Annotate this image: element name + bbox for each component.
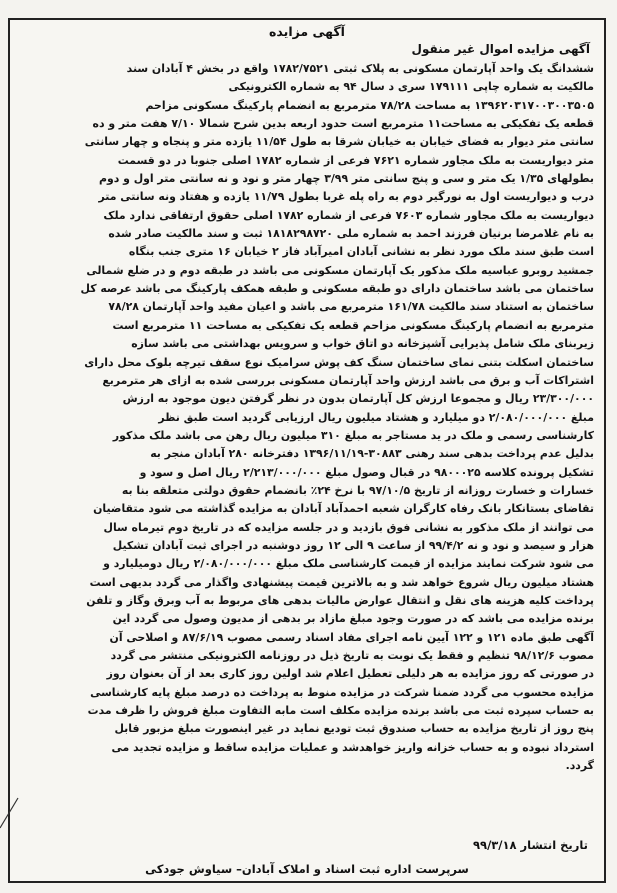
notice-line: برنده مزایده می باشد که در صورت وجود مبلغ مازاد بر بدهی از مدیون وصول می گردد این bbox=[112, 612, 594, 626]
notice-line: ساختمان می باشد ساختمان دارای دو طبقه مسکونی و طبقه همکف پارکینگ می باشد عرصه کل bbox=[80, 282, 594, 296]
notice-line: سانتی متر دیوار به فضای خیابان به خیابان شرقا به طول ۱۱/۵۴ یازده متر و پنجاه و چهار سانتی bbox=[84, 135, 594, 149]
notice-line: گردد. bbox=[565, 759, 594, 773]
notice-line: بدلیل عدم پرداخت بدهی سند رهنی ۳۰۸۸۳-۱۳۹۶/۱۱/۱۹ دفترخانه ۲۸۰ آبادان منجر به bbox=[150, 447, 594, 461]
notice-line: ششدانگ یک واحد آپارتمان مسکونی به پلاک ثبتی ۱۷۸۲/۷۵۲۱ واقع در بخش ۴ آبادان سند bbox=[126, 62, 594, 75]
notice-line: تقاضای بستانکار بانک رفاه کارگران شعبه احمدآباد آبادان به مزایده گذاشته می شود متقاضیان bbox=[93, 502, 594, 516]
notice-line: در صورتی که روز مزایده به هر دلیلی تعطیل اعلام شد اولین روز کاری بعد از آن بعنوان روز bbox=[106, 667, 594, 681]
notice-line: دیواریست به ملک مجاور شماره ۷۶۰۳ فرعی از شماره ۱۷۸۲ اصلی حقوق ارتفاقی ندارد ملک bbox=[103, 208, 594, 222]
notice-line: به حساب سپرده ثبت می باشد برنده مزایده مکلف است مابه التفاوت مبلغ فروش را ظرف مدت bbox=[87, 704, 594, 718]
notice-line: ساختمان به استناد سند مالکیت ۱۶۱/۷۸ مترمربع می باشد و اعیان مفید واحد آپارتمان ۷۸/۲۸ bbox=[108, 300, 594, 314]
notice-line: خسارات و خسارت روزانه از تاریخ ۹۷/۱۰/۵ با نرخ ۲۴٪ بانضمام حقوق دولتی متعلقه بنا به bbox=[121, 483, 594, 497]
notice-line: بطولهای ۱/۳۵ یک متر و سی و پنج سانتی متر ۳/۹۹ چهار متر و نود و نه سانتی متر اول و دوم bbox=[99, 172, 594, 186]
scan-edge-mark bbox=[0, 790, 24, 830]
notice-line: استرداد نبوده و به حساب خزانه واریز خواهدشد و عملیات مزایده ساقط و مزایده تجدید می bbox=[111, 740, 594, 754]
signature-line: سرپرست اداره ثبت اسناد و املاک آبادان– سیاوش جودکی bbox=[145, 862, 469, 876]
notice-line: هشتاد میلیون ریال شروع خواهد شد و به بالاترین قیمت پیشنهادی واگذار می گردد بدیهی است bbox=[89, 575, 594, 589]
notice-line: مترمربع به انضمام پارکینگ مسکونی مزاحم قطعه یک تفکیکی به مساحت ۱۱ مترمربع است bbox=[112, 318, 594, 332]
notice-line: است طبق سند ملک مورد نظر به نشانی آبادان امیرآباد فاز ۲ خیابان ۱۶ متری جنب بنگاه bbox=[128, 245, 594, 259]
notice-subtitle: آگهی مزایده اموال غیر منقول bbox=[411, 42, 590, 56]
notice-line: مزایده محسوب می گردد ضمنا شرکت در مزایده منوط به پرداخت ده درصد مبلغ پایه کارشناسی bbox=[90, 685, 594, 699]
notice-line: آگهی طبق ماده ۱۲۱ و ۱۲۲ آیین نامه اجرای مفاد اسناد رسمی مصوب ۸۷/۶/۱۹ و اصلاحی آن bbox=[109, 630, 594, 644]
notice-line: ساختمان اسکلت بتنی نمای ساختمان سنگ کف پوش سرامیک نوع سقف تیرچه بلوک محل دارای bbox=[84, 355, 594, 369]
notice-line: اشتراکات آب و برق می باشد ارزش واحد آپارتمان مسکونی بررسی شده به ازای هر مترمربع bbox=[102, 373, 594, 387]
notice-line: پنج روز از تاریخ مزایده به حساب صندوق ثبت تودیع نماید در غیر اینصورت مبلغ مزبور قابل bbox=[114, 722, 594, 736]
notice-line: قطعه یک تفکیکی به مساحت۱۱ مترمربع است حدود اربعه بدین شرح شمالا ۷/۱۰ هفت متر و ده bbox=[92, 117, 594, 131]
publication-date: تاریخ انتشار ۹۹/۳/۱۸ bbox=[473, 838, 588, 852]
notice-line: می شود شرکت نمایند مزایده از قیمت کارشناسی ملک مبلغ ۲/۰۸۰/۰۰۰/۰۰۰ ریال دومیلیارد و bbox=[103, 557, 594, 571]
notice-title: آگهی مزایده bbox=[269, 24, 345, 39]
notice-line: مالکیت به شماره چاپی ۱۷۹۱۱۱ سری د سال ۹۴ به شماره الکترونیکی bbox=[228, 80, 594, 94]
notice-body bbox=[18, 60, 594, 775]
notice-line: زیربنای ملک شامل پذیرایی آشپزخانه دو اتاق خواب و سرویس بهداشتی می باشد سازه bbox=[131, 337, 594, 351]
notice-line: پرداخت کلیه هزینه های نقل و انتقال عوارض مالیات بدهی های مربوط به آب وبرق وگاز و تلفن bbox=[86, 593, 594, 607]
notice-frame bbox=[8, 18, 606, 883]
notice-line: ۱۳۹۶۲۰۳۱۷۰۰۳۰۰۳۵۰۵ به مساحت ۷۸/۲۸ مترمربع به انضمام پارکینگ مسکونی مزاحم bbox=[145, 98, 594, 112]
notice-line: متر دیواریست به ملک مجاور شماره ۷۶۲۱ فرعی از شماره ۱۷۸۲ اصلی جنوبا در دو قسمت bbox=[117, 153, 594, 167]
notice-line: مصوب ۹۸/۱۲/۶ تنظیم و فقط یک نوبت به تاریخ ذیل در روزنامه الکترونیکی منتشر می گردد bbox=[110, 649, 594, 662]
notice-line: به نام غلامرضا برنیان فرزند احمد به شماره ملی ۱۸۱۸۲۹۸۷۲۰ ثبت و سند مالکیت صادر شده bbox=[108, 227, 594, 241]
notice-line: جمشید روبرو عباسیه ملک مذکور یک آپارتمان مسکونی می باشد در طبقه دوم و در ضلع شمالی bbox=[86, 263, 594, 277]
notice-line: تشکیل پرونده کلاسه ۹۸۰۰۰۲۵ در قبال وصول مبلغ ۲/۲۱۳/۰۰۰/۰۰۰ ریال اصل و سود و bbox=[139, 465, 594, 479]
notice-line: کارشناسی رسمی و ملک در ید مستاجر به مبلغ ۳۱۰ میلیون ریال رهن می باشد ملک مذکور bbox=[112, 428, 594, 442]
notice-line: درب و دیواریست اول به نورگیر دوم به راه پله غربا بطول ۱۱/۷۹ یازده و هفتاد ونه سانتی متر bbox=[98, 190, 594, 204]
notice-line: هزار و سیصد و نود و نه ۹۹/۴/۲ از ساعت ۹ الی ۱۲ روز دوشنبه در اجرای ثبت آبادان تشکیل bbox=[112, 538, 594, 552]
notice-line: مبلغ ۲/۰۸۰/۰۰۰/۰۰۰ دو میلیارد و هشتاد میلیون ریال ارزیابی گردید است طبق نظر bbox=[158, 410, 594, 424]
notice-line: ۲۳/۳۰۰/۰۰۰ ریال و مجموعا ارزش کل آپارتمان بدون در نظر گرفتن دیون موجود به ارزش bbox=[122, 392, 594, 406]
notice-line: می توانند از ملک مذکور به نشانی فوق بازدید و در جلسه مزایده که در تاریخ دوم تیرماه سال bbox=[103, 520, 594, 534]
